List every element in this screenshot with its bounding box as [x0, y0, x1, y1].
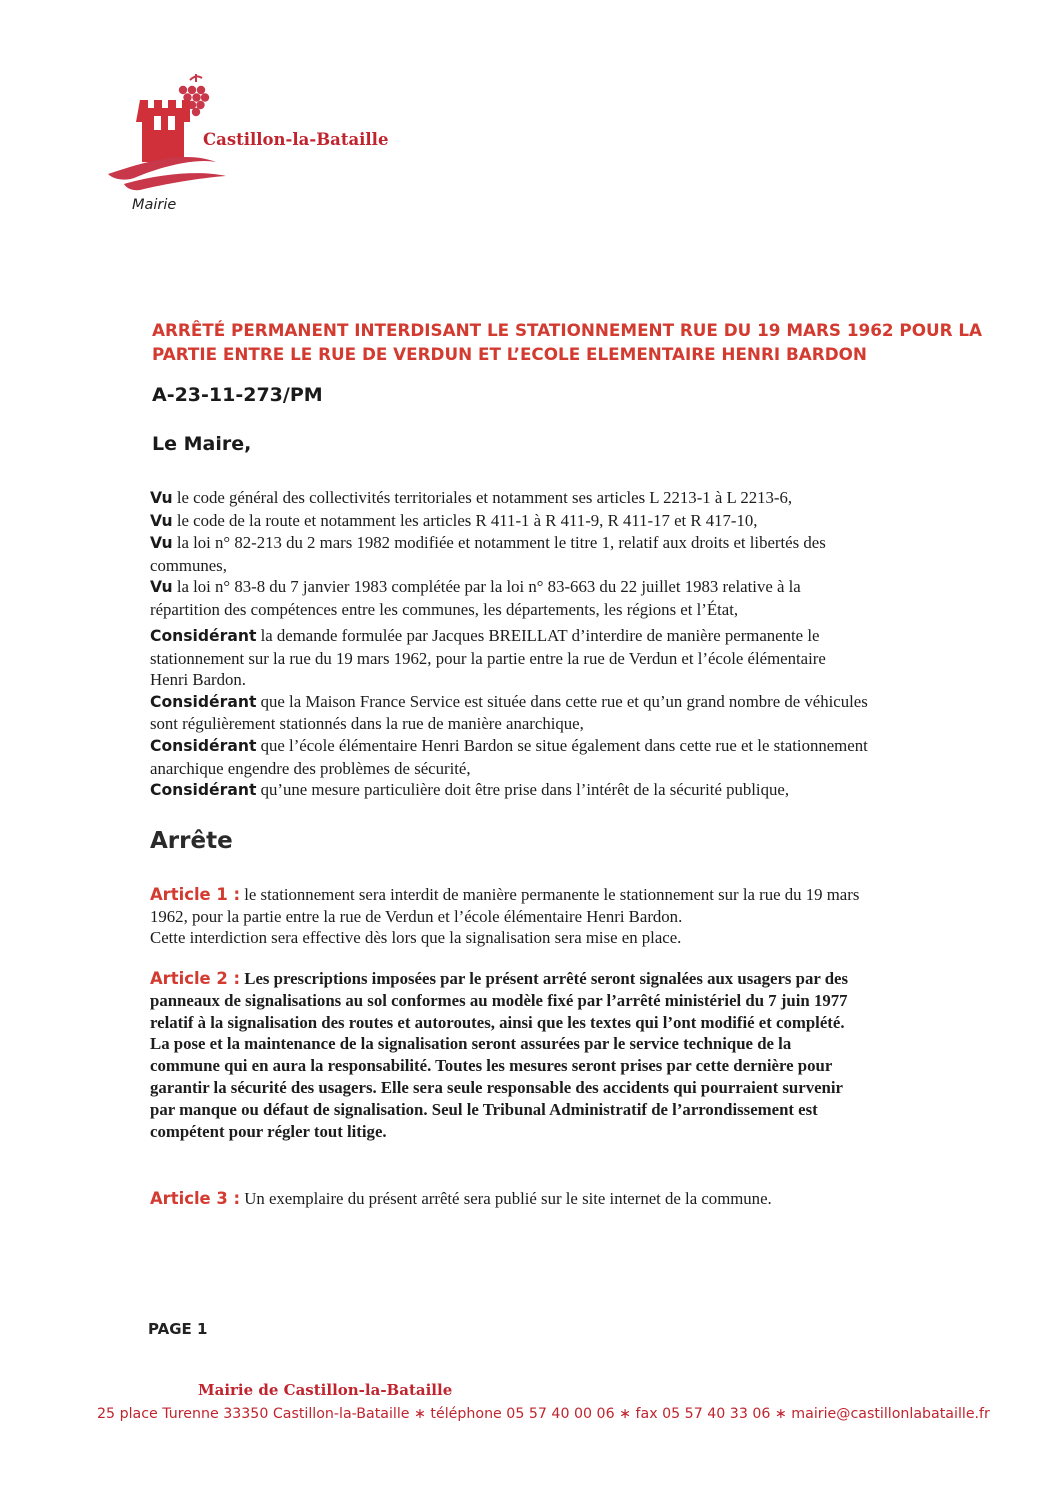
- text-line: [150, 669, 990, 691]
- text-line: [150, 532, 990, 555]
- text-line: [150, 758, 990, 780]
- line-text: sont régulièrement stationnés dans la rue de manière anarchique,: [150, 714, 584, 734]
- text-line: [150, 990, 990, 1012]
- line-text: répartition des compétences entre les communes, les départements, les régions et l’État,: [150, 599, 739, 619]
- considerant-item: [150, 735, 990, 779]
- article-label: Article 3 :: [150, 1189, 241, 1208]
- town-name: Castillon-la-Bataille: [203, 130, 389, 149]
- text-line: [150, 735, 990, 758]
- keyword: Vu: [150, 534, 173, 553]
- line-text: le code général des collectivités territoriales et notamment ses articles L 2213-1 à L 2213-6,: [176, 488, 793, 507]
- line-text: par manque ou défaut de signalisation. Seul le Tribunal Administratif de l’arrondissement est: [150, 1099, 818, 1119]
- line-text: compétent pour régler tout litige.: [150, 1121, 387, 1141]
- keyword: Vu: [150, 511, 173, 530]
- text-line: [150, 510, 990, 533]
- document-title: ARRÊTÉ PERMANENT INTERDISANT LE STATIONNEMENT RUE DU 19 MARS 1962 POUR LA PARTIE ENTRE LE RUE DE VERDUN ET L’ECOLE ELEMENTAIRE HENRI BARDON: [152, 320, 983, 364]
- text-line: [150, 625, 990, 648]
- document-reference: A-23-11-273/PM: [152, 384, 323, 406]
- text-line: [150, 884, 990, 906]
- text-line: [150, 1188, 990, 1210]
- issuing-authority: Le Maire,: [152, 433, 252, 455]
- tower-icon: [136, 100, 190, 162]
- article-2: [150, 968, 990, 1142]
- line-text: La pose et la maintenance de la signalisation seront assurées par le service technique de la: [150, 1034, 792, 1054]
- line-text: garantir la sécurité des usagers. Elle sera seule responsable des accidents qui pourraient survenir: [150, 1077, 843, 1097]
- line-text: la demande formulée par Jacques BREILLAT d’interdire de manière permanente le: [260, 626, 820, 645]
- footer-address: 25 place Turenne 33350 Castillon-la-Bataille ∗ téléphone 05 57 40 00 06 ∗ fax 05 57 40 33 06 ∗ mairie@castillonlabataille.fr: [97, 1406, 990, 1422]
- text-line: [150, 1012, 990, 1034]
- line-text: relatif à la signalisation des routes et autoroutes, ainsi que les textes qui l’ont modifié et complété.: [150, 1012, 845, 1032]
- article-1: [150, 884, 990, 949]
- article-label: Article 2 :: [150, 969, 241, 988]
- text-line: [150, 648, 990, 670]
- text-line: [150, 779, 990, 802]
- keyword: Considérant: [150, 781, 257, 800]
- article-3: [150, 1188, 990, 1210]
- vu-item: [150, 510, 990, 533]
- line-text: la loi n° 83-8 du 7 janvier 1983 complétée par la loi n° 83-663 du 22 juillet 1983 relative à la: [176, 577, 801, 597]
- vu-section: [150, 487, 990, 621]
- footer-name: Mairie de Castillon-la-Bataille: [198, 1381, 453, 1399]
- considerant-section: [150, 625, 990, 802]
- article-label: Article 1 :: [150, 885, 241, 904]
- line-text: anarchique engendre des problèmes de sécurité,: [150, 758, 471, 778]
- line-text: Henri Bardon.: [150, 670, 247, 690]
- mairie-label: Mairie: [132, 197, 177, 213]
- line-text: 1962, pour la partie entre la rue de Verdun et l’école élémentaire Henri Bardon.: [150, 906, 683, 926]
- line-text: la loi n° 82-213 du 2 mars 1982 modifiée et notamment le titre 1, relatif aux droits et libertés des: [176, 533, 826, 553]
- keyword: Vu: [150, 489, 173, 507]
- text-line: [150, 906, 990, 928]
- text-line: [150, 599, 990, 621]
- line-text: panneaux de signalisations au sol conformes au modèle fixé par l’arrêté ministériel du 7 juin 1977: [150, 990, 848, 1010]
- line-text: stationnement sur la rue du 19 mars 1962, pour la partie entre la rue de Verdun et l’école élémentaire: [150, 648, 826, 668]
- page-number: PAGE 1: [148, 1320, 208, 1338]
- text-line: [150, 927, 990, 949]
- keyword: Considérant: [150, 627, 257, 645]
- line-text: communes,: [150, 555, 227, 575]
- line-text: Un exemplaire du présent arrêté sera publié sur le site internet de la commune.: [244, 1189, 772, 1208]
- considerant-item: [150, 625, 990, 691]
- keyword: Vu: [150, 578, 173, 597]
- text-line: [150, 968, 990, 990]
- line-text: Les prescriptions imposées par le présent arrêté seront signalées aux usagers par des: [244, 969, 849, 988]
- considerant-item: [150, 779, 990, 802]
- text-line: [150, 713, 990, 735]
- line-text: le stationnement sera interdit de manière permanente le stationnement sur la rue du 19 mars: [244, 885, 860, 904]
- text-line: [150, 1099, 990, 1121]
- vu-item: [150, 487, 990, 510]
- line-text: qu’une mesure particulière doit être prise dans l’intérêt de la sécurité publique,: [260, 780, 790, 800]
- text-line: [150, 487, 990, 510]
- vu-item: [150, 532, 990, 576]
- text-line: [150, 1055, 990, 1077]
- text-line: [150, 1121, 990, 1143]
- line-text: Cette interdiction sera effective dès lors que la signalisation sera mise en place.: [150, 928, 682, 948]
- text-line: [150, 691, 990, 714]
- line-text: commune qui en aura la responsabilité. Toutes les mesures seront prises par cette dernière pour: [150, 1056, 833, 1076]
- arrete-heading: Arrête: [150, 828, 233, 854]
- text-line: [150, 555, 990, 577]
- keyword: Considérant: [150, 736, 257, 755]
- text-line: [150, 576, 990, 599]
- considerant-item: [150, 691, 990, 735]
- keyword: Considérant: [150, 692, 257, 711]
- vu-item: [150, 576, 990, 620]
- line-text: que l’école élémentaire Henri Bardon se situe également dans cette rue et le stationnement: [260, 735, 868, 755]
- text-line: [150, 1033, 990, 1055]
- line-text: le code de la route et notamment les articles R 411-1 à R 411-9, R 411-17 et R 417-10,: [176, 510, 758, 530]
- line-text: que la Maison France Service est située dans cette rue et qu’un grand nombre de véhicules: [260, 691, 868, 711]
- text-line: [150, 1077, 990, 1099]
